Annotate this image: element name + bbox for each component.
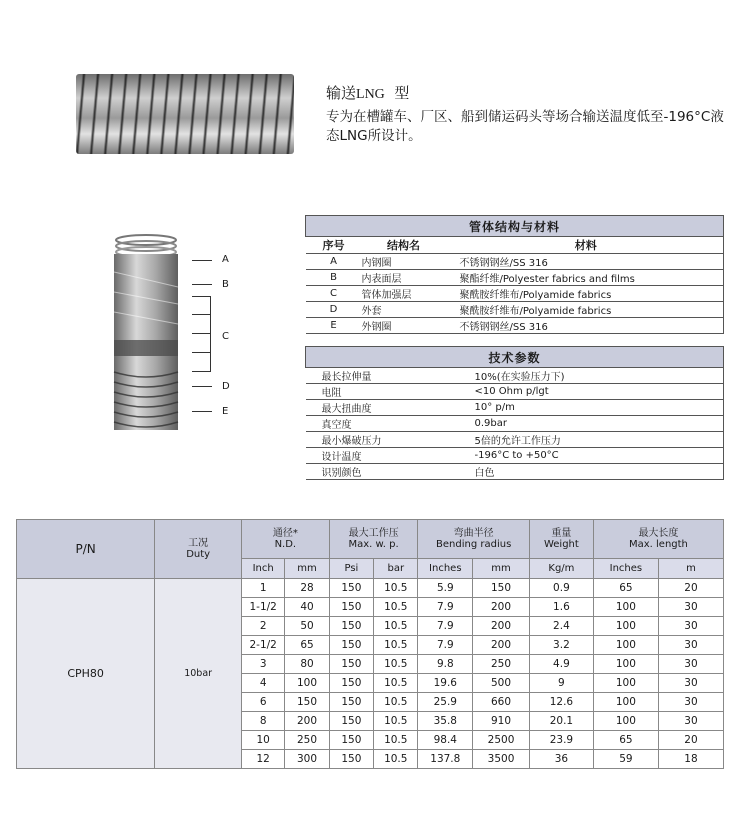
structure-header-name: 结构名 [359, 237, 446, 254]
table-cell: 10.5 [374, 750, 418, 769]
table-cell: 150 [329, 579, 373, 598]
table-cell: 5.9 [418, 579, 473, 598]
table-cell: 10.5 [374, 598, 418, 617]
callout-tick-3 [192, 352, 210, 353]
callout-e: E [222, 406, 229, 417]
table-cell: 10.5 [374, 712, 418, 731]
tech-row: 电阻 <10 Ohm p/lgt [306, 384, 724, 400]
table-cell: 150 [329, 731, 373, 750]
table-cell: 30 [658, 674, 723, 693]
structure-table [305, 215, 724, 334]
table-cell: 500 [473, 674, 530, 693]
structure-table-caption: 管体结构与材料 [306, 216, 724, 237]
table-cell: 4.9 [529, 655, 593, 674]
table-cell: 300 [285, 750, 329, 769]
callout-tick-2 [192, 333, 210, 334]
table-cell: 36 [529, 750, 593, 769]
table-cell: 200 [473, 598, 530, 617]
table-cell: 20 [658, 731, 723, 750]
header-duty: 工况 Duty [155, 520, 242, 579]
structure-row: A 内钢圈 不锈钢钢丝/SS 316 [306, 254, 724, 270]
header-bending-radius: 弯曲半径 Bending radius [418, 520, 529, 559]
callout-line-a [192, 260, 212, 261]
table-cell: 30 [658, 712, 723, 731]
table-cell: 150 [329, 674, 373, 693]
table-cell: 150 [329, 750, 373, 769]
table-cell: 3 [241, 655, 284, 674]
product-spec-table [16, 519, 724, 769]
title-suffix: 型 [394, 84, 410, 102]
table-cell: 2-1/2 [241, 636, 284, 655]
table-cell: 25.9 [418, 693, 473, 712]
table-cell: 7.9 [418, 636, 473, 655]
table-cell: 150 [473, 579, 530, 598]
table-cell: 10.5 [374, 693, 418, 712]
table-cell: 660 [473, 693, 530, 712]
table-cell: 100 [593, 636, 658, 655]
structure-row: D 外套 聚酰胺纤维布/Polyamide fabrics [306, 302, 724, 318]
structure-header-no: 序号 [306, 237, 359, 254]
table-cell: 2.4 [529, 617, 593, 636]
units-row: Inch mm Psi bar Inches mm Kg/m Inches m [17, 559, 724, 579]
table-cell: 30 [658, 598, 723, 617]
table-cell: 8 [241, 712, 284, 731]
table-cell: 65 [593, 579, 658, 598]
table-cell: 35.8 [418, 712, 473, 731]
title-prefix: 输送 [326, 84, 357, 102]
table-cell: 7.9 [418, 617, 473, 636]
table-cell: 23.9 [529, 731, 593, 750]
callout-a: A [222, 254, 229, 265]
table-cell: 20 [658, 579, 723, 598]
table-cell: 50 [285, 617, 329, 636]
structure-row: C 管体加强层 聚酰胺纤维布/Polyamide fabrics [306, 286, 724, 302]
table-cell: 910 [473, 712, 530, 731]
tech-row: 最长拉伸量 10%(在实验压力下) [306, 368, 724, 384]
header-mwp: 最大工作压 Max. w. p. [329, 520, 418, 559]
table-cell: 3500 [473, 750, 530, 769]
table-cell: 10.5 [374, 655, 418, 674]
table-cell: 3.2 [529, 636, 593, 655]
callout-b: B [222, 279, 229, 290]
table-cell: 200 [285, 712, 329, 731]
header-pn: P/N [17, 520, 155, 579]
product-title [326, 82, 409, 103]
structure-row: B 内表面层 聚酯纤维/Polyester fabrics and films [306, 270, 724, 286]
table-cell: 100 [593, 598, 658, 617]
part-number: CPH80 [17, 579, 155, 769]
table-cell: 10.5 [374, 579, 418, 598]
table-cell: 1-1/2 [241, 598, 284, 617]
table-cell: 9.8 [418, 655, 473, 674]
table-cell: 2 [241, 617, 284, 636]
table-cell: 10.5 [374, 674, 418, 693]
structure-row: E 外钢圈 不锈钢钢丝/SS 316 [306, 318, 724, 334]
table-cell: 10.5 [374, 636, 418, 655]
table-cell: 28 [285, 579, 329, 598]
title-lng: LNG [356, 87, 385, 102]
table-cell: 65 [593, 731, 658, 750]
table-cell: 4 [241, 674, 284, 693]
table-cell: 100 [593, 674, 658, 693]
table-cell: 200 [473, 617, 530, 636]
table-cell: 100 [593, 617, 658, 636]
table-cell: 250 [473, 655, 530, 674]
tech-row: 最大扭曲度 10° p/m [306, 400, 724, 416]
callout-d: D [222, 381, 230, 392]
table-cell: 100 [285, 674, 329, 693]
table-cell: 1.6 [529, 598, 593, 617]
table-cell: 250 [285, 731, 329, 750]
table-cell: 150 [329, 693, 373, 712]
table-cell: 100 [593, 693, 658, 712]
table-cell: 10 [241, 731, 284, 750]
table-cell: 9 [529, 674, 593, 693]
header-nd: 通径* N.D. [241, 520, 329, 559]
table-cell: 150 [329, 598, 373, 617]
structure-header-material: 材料 [446, 237, 724, 254]
product-description: 专为在槽罐车、厂区、船到储运码头等场合输送温度低至-196°C液态LNG所设计。 [326, 109, 724, 144]
table-cell: 100 [593, 655, 658, 674]
tech-row: 识别颜色 白色 [306, 464, 724, 480]
table-cell: 40 [285, 598, 329, 617]
callout-line-e [192, 411, 212, 412]
table-cell: 7.9 [418, 598, 473, 617]
table-cell: 1 [241, 579, 284, 598]
table-cell: 150 [329, 636, 373, 655]
hose-structure-diagram [104, 232, 188, 432]
table-cell: 150 [329, 712, 373, 731]
table-cell: 2500 [473, 731, 530, 750]
table-cell: 150 [329, 655, 373, 674]
table-cell: 80 [285, 655, 329, 674]
tech-params-table [305, 346, 724, 480]
reinforcement-band [114, 340, 178, 356]
callout-line-d [192, 386, 212, 387]
table-cell: 137.8 [418, 750, 473, 769]
table-cell: 20.1 [529, 712, 593, 731]
table-cell: 150 [329, 617, 373, 636]
duty-value: 10bar [155, 579, 242, 769]
callout-c: C [222, 331, 229, 342]
table-cell: 30 [658, 655, 723, 674]
table-cell: 10.5 [374, 731, 418, 750]
header-weight: 重量 Weight [529, 520, 593, 559]
table-cell: 100 [593, 712, 658, 731]
hose-photo [76, 74, 294, 154]
table-cell: 18 [658, 750, 723, 769]
table-cell: 6 [241, 693, 284, 712]
tech-row: 最小爆破压力 5倍的允许工作压力 [306, 432, 724, 448]
table-row [17, 579, 724, 598]
table-cell: 12 [241, 750, 284, 769]
tech-row: 设计温度 -196°C to +50°C [306, 448, 724, 464]
table-cell: 30 [658, 617, 723, 636]
table-cell: 30 [658, 636, 723, 655]
tech-row: 真空度 0.9bar [306, 416, 724, 432]
table-cell: 30 [658, 693, 723, 712]
table-cell: 0.9 [529, 579, 593, 598]
table-cell: 12.6 [529, 693, 593, 712]
table-cell: 65 [285, 636, 329, 655]
callout-tick-1 [192, 314, 210, 315]
inner-coil [116, 235, 176, 257]
table-cell: 59 [593, 750, 658, 769]
table-cell: 98.4 [418, 731, 473, 750]
callout-line-b [192, 284, 212, 285]
tech-table-caption: 技术参数 [306, 347, 724, 368]
table-cell: 200 [473, 636, 530, 655]
table-cell: 10.5 [374, 617, 418, 636]
callout-bracket-c [192, 296, 211, 372]
table-cell: 150 [285, 693, 329, 712]
header-max-length: 最大长度 Max. length [593, 520, 723, 559]
table-cell: 19.6 [418, 674, 473, 693]
